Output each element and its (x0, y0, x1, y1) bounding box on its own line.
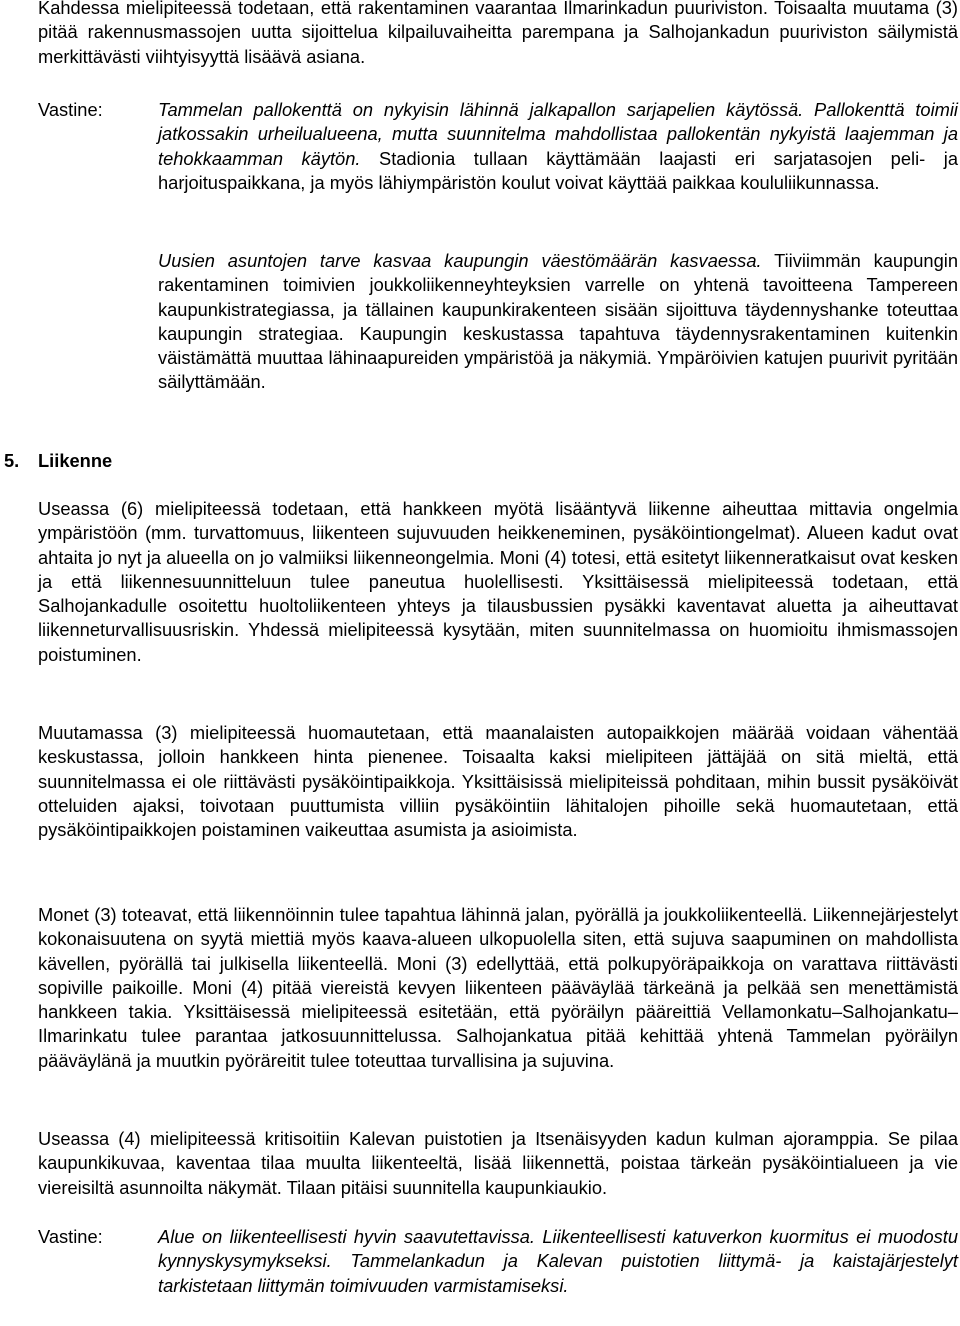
body-paragraph-4: Useassa (4) mielipiteessä kritisoitiin Kalevan puistotien ja Itsenäisyyden kadun kulman ajoramppia. Se pilaa kaupunkikuvaa, kaventaa tilaa muulta liikenteeltä, lisää liikennettä, poistaa tärkeän pysäköintialueen ja vie viereisiltä asunnoilta näkymät. Tilaan pitäisi suunnitella kaupunkiaukio. (38, 1128, 958, 1198)
section-title: Liikenne (38, 450, 113, 471)
intro-paragraph: Kahdessa mielipiteessä todetaan, että rakentaminen vaarantaa Ilmarinkadun puuriviston. Toisaalta muutama (3) pitää rakennusmassojen uutta sijoittelua kilpailuvaiheitta parempana ja Salhojankadun puuriviston säilymistä merkittävästi viihtyisyyttä lisäävä asiana. (38, 0, 958, 67)
vastine-italic-text: Tammelan pallokenttä on nykyisin lähinnä jalkapallon sarjapelien käytössä. Pallokenttä toimii jatkossakin urheilualueena, mutta suunnitelma mahdollistaa pallokentän nykyistä laajemman ja tehokkaamman käytön. (158, 99, 958, 169)
vastine-block-2 (38, 1225, 958, 1298)
section-heading (0, 449, 112, 473)
body-paragraph-2: Muutamassa (3) mielipiteessä huomautetaan, että maanalaisten autopaikkojen määrää voidaan vähentää keskustassa, jolloin hankkeen hinta pienenee. Toisaalta kaksi mielipiteen jättäjää on sitä mieltä, että suunnitelmassa ei ole riittävästi pysäköintipaikkoja. Yksittäisissä mielipiteissä pohditaan, mihin bussit pysäköivät otteluiden ajaksi, toivotaan puuttumista villiin pysäköintiin lähitalojen pihoille sekä huomautetaan, että pysäköintipaikkojen poistaminen vaikeuttaa asumista ja asioimista. (38, 722, 958, 841)
vastine-text-2: Tiiviimmän kaupungin rakentaminen toimivien joukkoliikenneyhteyksien varrelle on yhtenä tavoitteena Tampereen kaupunkistrategiassa, ja tällainen kaupunkirakenteen sisään sijoittuva täydennyshanke toteuttaa kaupungin strategiaa. Kaupungin keskustassa tapahtuva täydennysrakentaminen kuitenkin väistämättä muuttaa lähinaapureiden ympäristöä ja näkymiä. Ympäröivien katujen puurivit pyritään säilyttämään. (158, 250, 958, 393)
vastine-label: Vastine: (38, 99, 103, 120)
vastine-content-2 (158, 249, 958, 395)
vastine-text: Stadionia tullaan käyttämään laajasti eri sarjatasojen peli- ja harjoituspaikkana, ja myös lähiympäristön koulut voivat käyttää paikkaa koululiikunnassa. (158, 147, 959, 193)
vastine-paragraph-2 (158, 249, 958, 395)
vastine-block-1b (38, 249, 958, 395)
section-number: 5. (4, 450, 20, 471)
body-paragraph-1: Useassa (6) mielipiteessä todetaan, että hankkeen myötä lisääntyvä liikenne aiheuttaa mittavia ongelmia ympäristöön (mm. turvattomuus, liikenteen sujuvuuden heikkeneminen, pysäköintiongelmat). Alueen kadut ovat ahtaita jo nyt ja alueella on jo valmiiksi liikenneongelmia. Moni (4) totesi, että esitetyt liikenneratkaisut ovat kesken ja että liikennesuunnitteluun tulee paneutua huolellisesti. Yksittäisessä mielipiteessä todetaan, että Salhojankadulle osoitettu huoltoliikenteen yhteys ja tilausbussien pysäkki kaventavat aluetta ja aiheuttavat liikenneturvallisuusriskin. Yhdessä mielipiteessä kysytään, miten suunnitelmassa on huomioitu ihmismassojen poistuminen. (38, 498, 958, 665)
vastine-paragraph (158, 98, 958, 195)
vastine-paragraph-3: Alue on liikenteellisesti hyvin saavutettavissa. Liikenteellisesti katuverkon kuormitus ei muodostu kynnyskysymykseksi. Tammelankadun ja Kalevan puistotien liittymä- ja kaistajärjestelyt tarkistetaan liittymän toimivuuden varmistamiseksi. (158, 1226, 958, 1296)
vastine-italic-text-2: Uusien asuntojen tarve kasvaa kaupungin väestömäärän kasvaessa. (158, 250, 762, 271)
vastine-block-1 (38, 98, 958, 195)
vastine-label-2: Vastine: (38, 1226, 103, 1247)
body-paragraph-3: Monet (3) toteavat, että liikennöinnin tulee tapahtua lähinnä jalan, pyörällä ja joukkoliikenteellä. Liikennejärjestelyt kokonaisuutena on syytä miettiä myös kaava-alueen ulkopuolella siten, että sujuva saapuminen on mahdollista kävellen, pyörällä tai julkisella liikenteellä. Moni (3) edellyttää, että polkupyöräpaikkoja on varattava riittävästi sopiville paikoille. Moni (4) pitää viereistä kevyen liikenteen pääväylää tärkeänä ja pelkää sen menettämistä hankkeen takia. Yksittäisessä mielipiteessä esitetään, että pyöräilyn pääreittiä Vellamonkatu–Salhojankatu–Ilmarinkatu tulee parantaa jatkosuunnittelussa. Salhojankatua pitää kehittää yhtenä Tammelan pyöräilyn pääväylänä ja muutkin pyöräreitit tulee toteuttaa turvallisina ja sujuvina. (38, 904, 958, 1071)
vastine-content-3 (158, 1225, 958, 1298)
vastine-content (158, 98, 958, 195)
